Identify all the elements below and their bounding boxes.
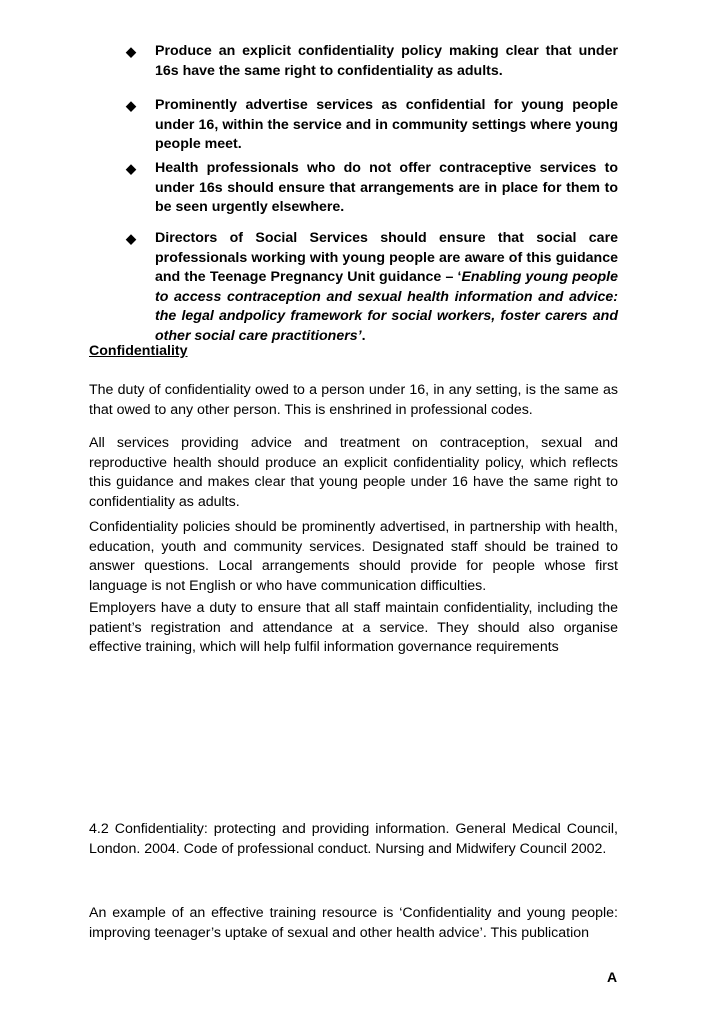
bullet-text-lead: Directors of Social Services should ensure that social care professionals working with young people are aware of this guidance and the Teenage Pregnancy Unit guidance – ‘ (155, 230, 618, 285)
bullet-item (126, 229, 618, 346)
paragraph: The duty of confidentiality owed to a person under 16, in any setting, is the same as that owed to any other person. This is enshrined in professional codes. (89, 382, 618, 418)
page-letter: A (607, 969, 618, 985)
diamond-bullet-icon: ◆ (126, 161, 136, 176)
bullet-item (126, 42, 618, 81)
paragraph: All services providing advice and treatment on contraception, sexual and reproductive health should produce an explicit confidentiality policy, which reflects this guidance and makes clear that young people under 16 have the same right to confidentiality as adults. (89, 435, 618, 510)
bullet-text: Prominently advertise services as confidential for young people under 16, within the service and in community settings where young people meet. (155, 97, 618, 152)
footnote: 4.2 Confidentiality: protecting and providing information. General Medical Council, London. 2004. Code of professional conduct. Nursing and Midwifery Council 2002. (89, 821, 618, 857)
guidance-title: Enabling young people to access contraception and sexual health information and advice: the legal andpolicy framework for social workers, foster carers and other social care practitioners’ (155, 269, 618, 344)
diamond-bullet-icon: ◆ (126, 98, 136, 113)
footnote: An example of an effective training resource is ‘Confidentiality and young people: improving teenager’s uptake of sexual and other health advice’. This publication (89, 905, 618, 941)
bullet-text-end: . (361, 327, 366, 344)
diamond-bullet-icon: ◆ (126, 231, 136, 246)
bullet-text (155, 229, 618, 346)
bullet-item (126, 96, 618, 155)
bullet-item (126, 159, 618, 218)
paragraph: Confidentiality policies should be prominently advertised, in partnership with health, education, youth and community services. Designated staff should be trained to answer questions. Local arrangements should provide for people whose first language is not English or who have communication difficulties. (89, 519, 618, 594)
bullet-text: Health professionals who do not offer contraceptive services to under 16s should ensure that arrangements are in place for them to be seen urgently elsewhere. (155, 160, 618, 215)
paragraph: Employers have a duty to ensure that all staff maintain confidentiality, including the patient’s registration and attendance at a service. They should also organise effective training, which will help fulfil information governance requirements (89, 600, 618, 655)
bullet-text: Produce an explicit confidentiality policy making clear that under 16s have the same right to confidentiality as adults. (155, 43, 618, 79)
diamond-bullet-icon: ◆ (126, 44, 136, 59)
section-heading: Confidentiality (89, 343, 188, 359)
